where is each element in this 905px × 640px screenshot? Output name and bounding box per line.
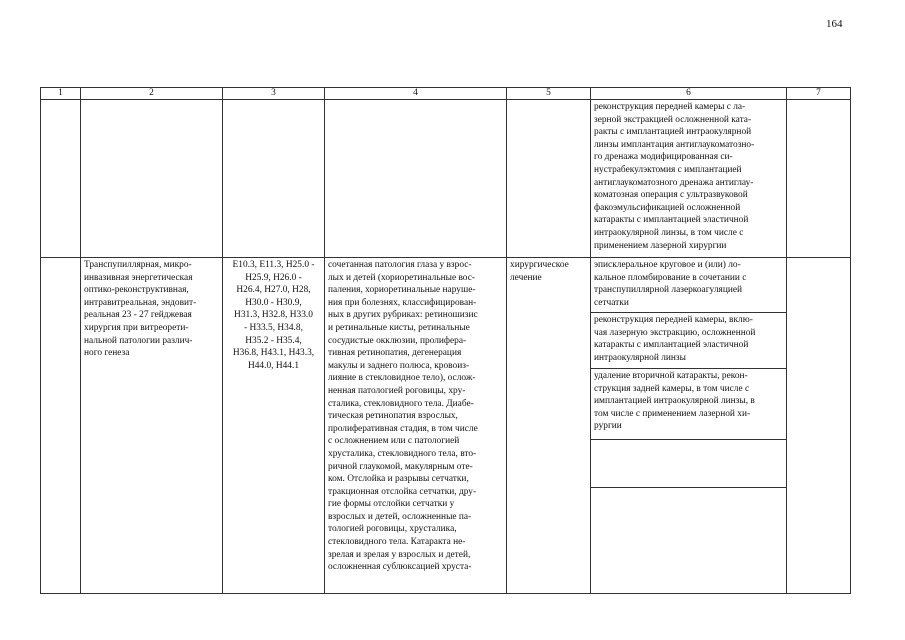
cont-col-4 (325, 100, 507, 258)
header-col-6: 6 (591, 88, 787, 100)
method-item: реконструкция передней камеры, вклю- чая лазерную экстракцию, осложненной катаракты с имплантацией эластичной интраокулярной линзы (591, 313, 786, 369)
main-col-7 (787, 258, 851, 594)
cont-col-5 (507, 100, 591, 258)
main-col-3-codes: E10.3, E11.3, H25.0 - H25.9, H26.0 - H26.4, H27.0, H28, H30.0 - H30.9, H31.3, H32.8, H33.0 - H33.5, H34.8, H35.2 - H35.4, H36.8, H43.1, H43.3, H44.0, H44.1 (223, 258, 325, 594)
cont-col-1 (41, 100, 81, 258)
header-row (41, 88, 851, 100)
main-col-5-treatment: хирургическое лечение (507, 258, 591, 594)
page-number: 164 (826, 18, 843, 30)
main-col-2-type: Транспупиллярная, микро- инвазивная энергетическая оптико-реконструктивная, интравитреальная, эндовит- реальная 23 - 27 гейджевая хирургия при витреорети- нальной патологии различ- ного генеза (81, 258, 223, 594)
header-col-2: 2 (81, 88, 223, 100)
cont-col-7 (787, 100, 851, 258)
cont-col-2 (81, 100, 223, 258)
method-item-empty (591, 488, 786, 592)
main-col-6-methods (591, 258, 787, 594)
cont-col-3 (223, 100, 325, 258)
header-col-1: 1 (41, 88, 81, 100)
method-item: удаление вторичной катаракты, рекон- струкция задней камеры, в том числе с имплантацией интраокулярной линзы, в том числе с применением лазерной хи- рургии (591, 369, 786, 440)
continuation-row (41, 100, 851, 258)
main-row (41, 258, 851, 594)
procedures-table (40, 87, 851, 594)
main-col-4-diagnosis: сочетанная патология глаза у взрос- лых и детей (хориоретинальные вос- паления, хориоретинальные наруше- ния при болезнях, классифицирован- ных в других рубриках: ретиношизис и ретинальные кисты, ретинальные сосудистые окклюзии, пролифера- тивная ретинопатия, дегенерация макулы и заднего полюса, кровоиз- лияние в стекловидное тело), ослож- ненная патологией роговицы, хру- сталика, стекловидного тела. Диабе- тическая ретинопатия взрослых, пролиферативная стадия, в том числе с осложнением или с патологией хрусталика, стекловидного тела, вто- ричной глаукомой, макулярным оте- ком. Отслойка и разрывы сетчатки, тракционная отслойка сетчатки, дру- гие формы отслойки сетчатки у взрослых и детей, осложненные па- тологией роговицы, хрусталика, стекловидного тела. Катаракта не- зрелая и зрелая у взрослых и детей, осложненная сублюксацией хруста- (325, 258, 507, 594)
header-col-3: 3 (223, 88, 325, 100)
cont-col-6-methods: реконструкция передней камеры с ла- зерной экстракцией осложненной ката- ракты с имплантацией интраокулярной линзы имплантация антиглаукоматозно- го дренажа модифицированная си- нустрабекулэктомия с имплантацией антиглаукоматозного дренажа антиглау- коматозная операция с ультразвуковой факоэмульсификацией осложненной катаракты с имплантацией эластичной интраокулярной линзы, в том числе с применением лазерной хирургии (591, 100, 787, 258)
header-col-5: 5 (507, 88, 591, 100)
method-item: эписклеральное круговое и (или) ло- кальное пломбирование в сочетании с транспупиллярной лазеркоагуляцией сетчатки (591, 258, 786, 313)
header-col-7: 7 (787, 88, 851, 100)
header-col-4: 4 (325, 88, 507, 100)
main-col-1 (41, 258, 81, 594)
method-item-empty (591, 440, 786, 488)
